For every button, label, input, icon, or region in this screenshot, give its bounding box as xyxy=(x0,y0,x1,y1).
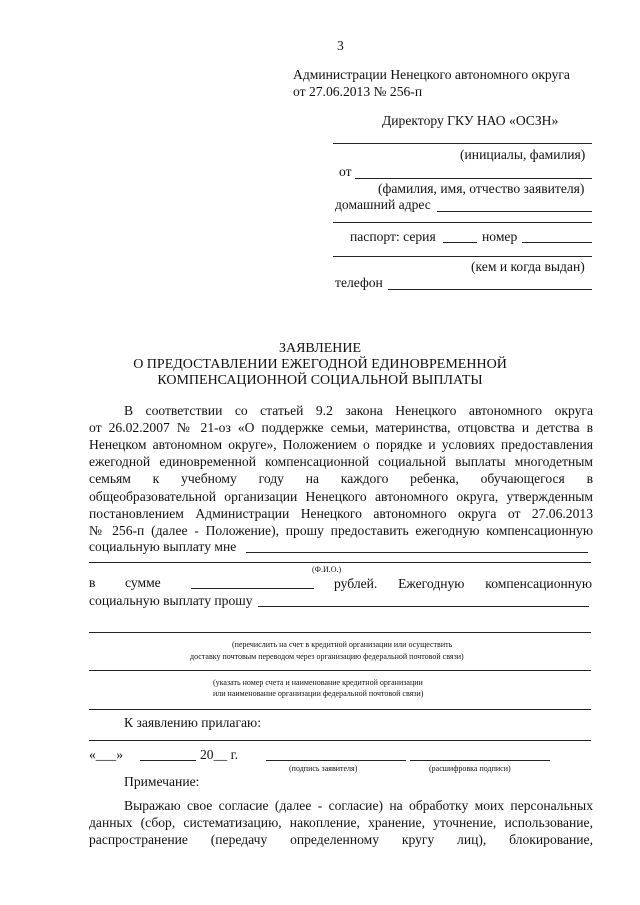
passport-number-line[interactable] xyxy=(522,242,592,243)
account-line-2[interactable] xyxy=(89,709,591,710)
addressee: Директору ГКУ НАО «ОСЗН» xyxy=(382,113,559,128)
body-last-line: социальную выплату мне xyxy=(89,539,237,554)
sum-word: сумме xyxy=(125,575,161,590)
payment-method-line[interactable] xyxy=(258,606,589,607)
number-label: номер xyxy=(482,229,518,244)
account-caption-2: или наименование организации федеральной почтовой связи) xyxy=(213,689,424,698)
method-caption-1: (перечислить на счет в кредитной организации или осуществить xyxy=(232,640,453,649)
from-line[interactable] xyxy=(355,178,592,179)
applicant-caption: (фамилия, имя, отчество заявителя) xyxy=(378,181,585,196)
body-line-7: постановлением Администрации Ненецкого автономного округа от 27.06.2013 xyxy=(89,506,593,521)
account-caption-1: (указать номер счета и наименование кредитной организации xyxy=(213,678,423,687)
note-label: Примечание: xyxy=(124,774,200,789)
note-line-3: распространение (передачу определенному кругу лиц), блокирование, xyxy=(89,832,593,847)
fio-caption: (Ф.И.О.) xyxy=(312,565,342,574)
initials-line[interactable] xyxy=(333,143,592,144)
phone-line[interactable] xyxy=(388,289,592,290)
title-line-2: О ПРЕДОСТАВЛЕНИИ ЕЖЕГОДНОЙ ЕДИНОВРЕМЕННОЙ xyxy=(133,357,507,372)
body-line-4: ежегодной единовременной компенсационной социальной выплаты многодетным xyxy=(89,454,593,469)
date-month-line[interactable] xyxy=(140,760,196,761)
phone-label: телефон xyxy=(335,275,383,290)
issued-caption: (кем и когда выдан) xyxy=(471,259,585,274)
title-line-3: КОМПЕНСАЦИОННОЙ СОЦИАЛЬНОЙ ВЫПЛАТЫ xyxy=(157,373,483,388)
method-caption-2: доставку почтовым переводом через организацию федеральной почтовой связи) xyxy=(190,652,464,661)
sign-caption: (подпись заявителя) xyxy=(289,764,358,773)
sum-in: в xyxy=(89,575,96,590)
body-line-5: семьям к учебному году на каждого ребенка, обучающегося в xyxy=(89,471,593,486)
from-label: от xyxy=(339,164,352,179)
fio-line-2[interactable] xyxy=(89,562,591,563)
title-line-1: ЗАЯВЛЕНИЕ xyxy=(278,341,362,356)
sum-amount-line[interactable] xyxy=(191,588,314,589)
page-number: 3 xyxy=(337,38,344,53)
address-line-2[interactable] xyxy=(333,222,592,223)
body-line-1: В соответствии со статьей 9.2 закона Ненецкого автономного округа xyxy=(124,403,593,418)
appendix-line-1: Администрации Ненецкого автономного округа xyxy=(293,67,570,82)
body-line-6: общеобразовательной организации Ненецкого автономного округа, утвержденным xyxy=(89,489,593,504)
date-year[interactable]: 20__ г. xyxy=(200,747,239,762)
rubles-text: рублей. Ежегодную компенсационную xyxy=(334,576,592,591)
note-line-2: данных (сбор, систематизацию, накопление, хранение, уточнение, использование, xyxy=(89,815,593,830)
signature-line[interactable] xyxy=(266,760,406,761)
passport-issued-line[interactable] xyxy=(333,256,592,257)
account-line[interactable] xyxy=(89,670,591,671)
decode-line[interactable] xyxy=(410,760,550,761)
body-line-3: Ненецком автономном округе», Положением о порядке и условиях предоставления xyxy=(89,437,593,452)
attach-label: К заявлению прилагаю: xyxy=(124,715,261,730)
appendix-line-2: от 27.06.2013 № 256-п xyxy=(293,84,423,99)
address-label: домашний адрес xyxy=(335,197,431,212)
decode-caption: (расшифровка подписи) xyxy=(429,764,511,773)
passport-label: паспорт: серия xyxy=(350,229,436,244)
payment-text: социальную выплату прошу xyxy=(89,593,253,608)
note-line-1: Выражаю свое согласие (далее - согласие) на обработку моих персональных xyxy=(124,798,593,813)
method-line[interactable] xyxy=(89,632,591,633)
date-day[interactable]: «___» xyxy=(89,747,123,762)
attach-line[interactable] xyxy=(89,740,591,741)
body-line-8: № 256-п (далее - Положение), прошу предоставить ежегодную компенсационную xyxy=(89,523,593,538)
passport-series-line[interactable] xyxy=(443,242,477,243)
fio-line[interactable] xyxy=(246,552,588,553)
body-line-2: от 26.02.2007 № 21-оз «О поддержке семьи, материнства, отцовства и детства в xyxy=(89,420,593,435)
initials-caption: (инициалы, фамилия) xyxy=(460,147,586,162)
address-line[interactable] xyxy=(437,211,592,212)
